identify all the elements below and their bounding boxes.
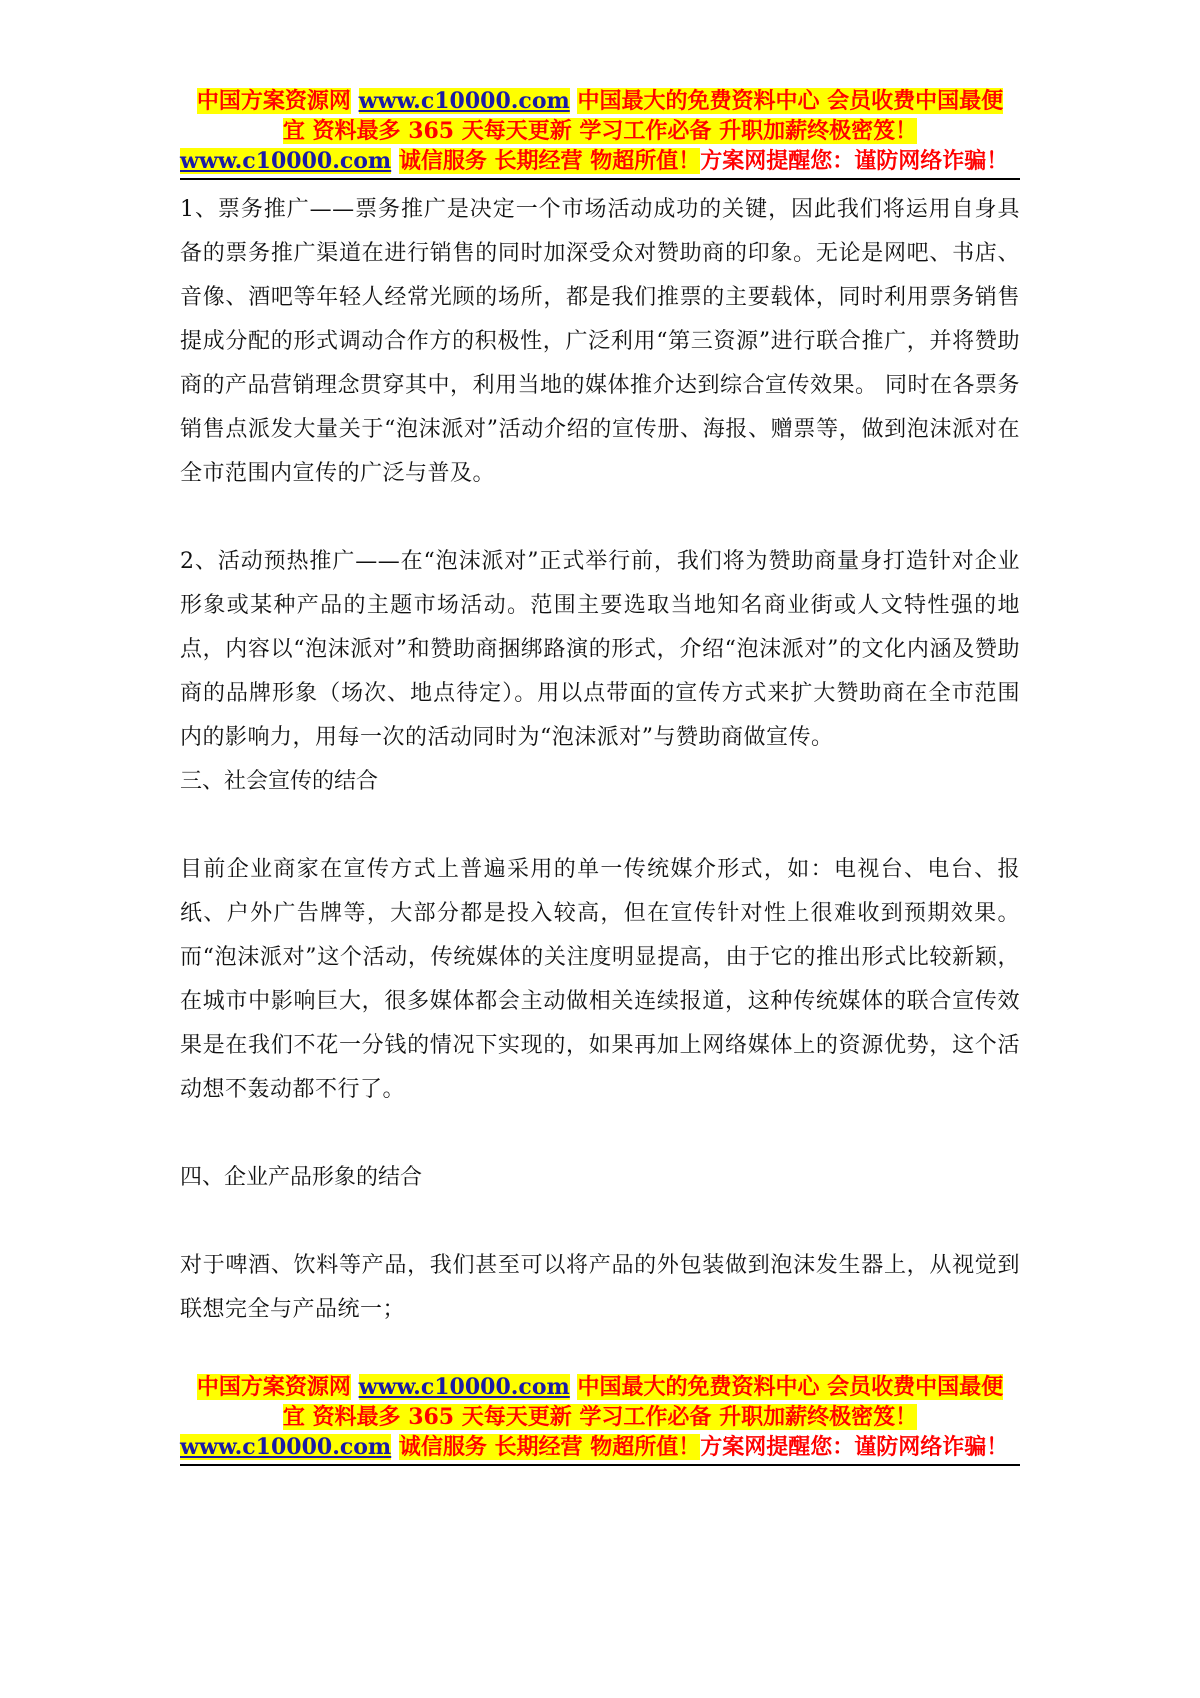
- header-rule: [180, 178, 1020, 180]
- banner-warning: 方案网提醒您：谨防网络诈骗！: [700, 148, 1009, 174]
- section-heading-product: 四、企业产品形象的结合: [180, 1165, 423, 1190]
- section-heading-social: 三、社会宣传的结合: [180, 769, 379, 794]
- banner-site-name: 中国方案资源网: [196, 88, 351, 114]
- banner-slogan-2: 宜 资料最多 365 天每天更新 学习工作必备 升职加薪终极密笈！: [282, 118, 918, 144]
- footer-slogan-3: 诚信服务 长期经营 物超所值！: [398, 1434, 701, 1460]
- banner-url-link-2[interactable]: www.c10000.com: [180, 148, 392, 174]
- paragraph-social-publicity: 目前企业商家在宣传方式上普遍采用的单一传统媒介形式，如：电视台、电台、报纸、户外广告牌等，大部分都是投入较高，但在宣传针对性上很难收到预期效果。而“泡沫派对”这个活动，传统媒体的关注度明显提高，由于它的推出形式比较新颖，在城市中影响巨大，很多媒体都会主动做相关连续报道，这种传统媒体的联合宣传效果是在我们不花一分钱的情况下实现的，如果再加上网络媒体上的资源优势，这个活动想不轰动都不行了。: [180, 857, 1020, 1102]
- footer-url-link[interactable]: www.c10000.com: [358, 1374, 570, 1400]
- footer-warning: 方案网提醒您：谨防网络诈骗！: [700, 1434, 1009, 1460]
- paragraph-warmup-promotion: 2、活动预热推广——在“泡沫派对”正式举行前，我们将为赞助商量身打造针对企业形象或某种产品的主题市场活动。范围主要选取当地知名商业街或人文特性强的地点，内容以“泡沫派对”和赞助商捆绑路演的形式，介绍“泡沫派对”的文化内涵及赞助商的品牌形象（场次、地点待定）。用以点带面的宣传方式来扩大赞助商在全市范围内的影响力，用每一次的活动同时为“泡沫派对”与赞助商做宣传。: [180, 549, 1020, 750]
- footer-banner: [180, 1372, 1020, 1462]
- paragraph-ticket-promotion: 1、票务推广——票务推广是决定一个市场活动成功的关键，因此我们将运用自身具备的票务推广渠道在进行销售的同时加深受众对赞助商的印象。无论是网吧、书店、音像、酒吧等年轻人经常光顾的场所，都是我们推票的主要载体，同时利用票务销售提成分配的形式调动合作方的积极性，广泛利用“第三资源”进行联合推广，并将赞助商的产品营销理念贯穿其中，利用当地的媒体推介达到综合宣传效果。 同时在各票务销售点派发大量关于“泡沫派对”活动介绍的宣传册、海报、赠票等，做到泡沫派对在全市范围内宣传的广泛与普及。: [180, 197, 1020, 486]
- footer-rule: [180, 1464, 1020, 1466]
- header-banner: [180, 86, 1020, 176]
- footer-slogan-2: 宜 资料最多 365 天每天更新 学习工作必备 升职加薪终极密笈！: [282, 1404, 918, 1430]
- banner-slogan-3: 诚信服务 长期经营 物超所值！: [398, 148, 701, 174]
- footer-url-link-2[interactable]: www.c10000.com: [180, 1434, 392, 1460]
- footer-slogan-1: 中国最大的免费资料中心 会员收费中国最便: [577, 1374, 1004, 1400]
- banner-slogan-1: 中国最大的免费资料中心 会员收费中国最便: [577, 88, 1004, 114]
- footer-site-name: 中国方案资源网: [196, 1374, 351, 1400]
- banner-url-link[interactable]: www.c10000.com: [358, 88, 570, 114]
- document-body: [180, 188, 1020, 1332]
- paragraph-product-image: 对于啤酒、饮料等产品，我们甚至可以将产品的外包装做到泡沫发生器上，从视觉到联想完全与产品统一；: [180, 1253, 1020, 1322]
